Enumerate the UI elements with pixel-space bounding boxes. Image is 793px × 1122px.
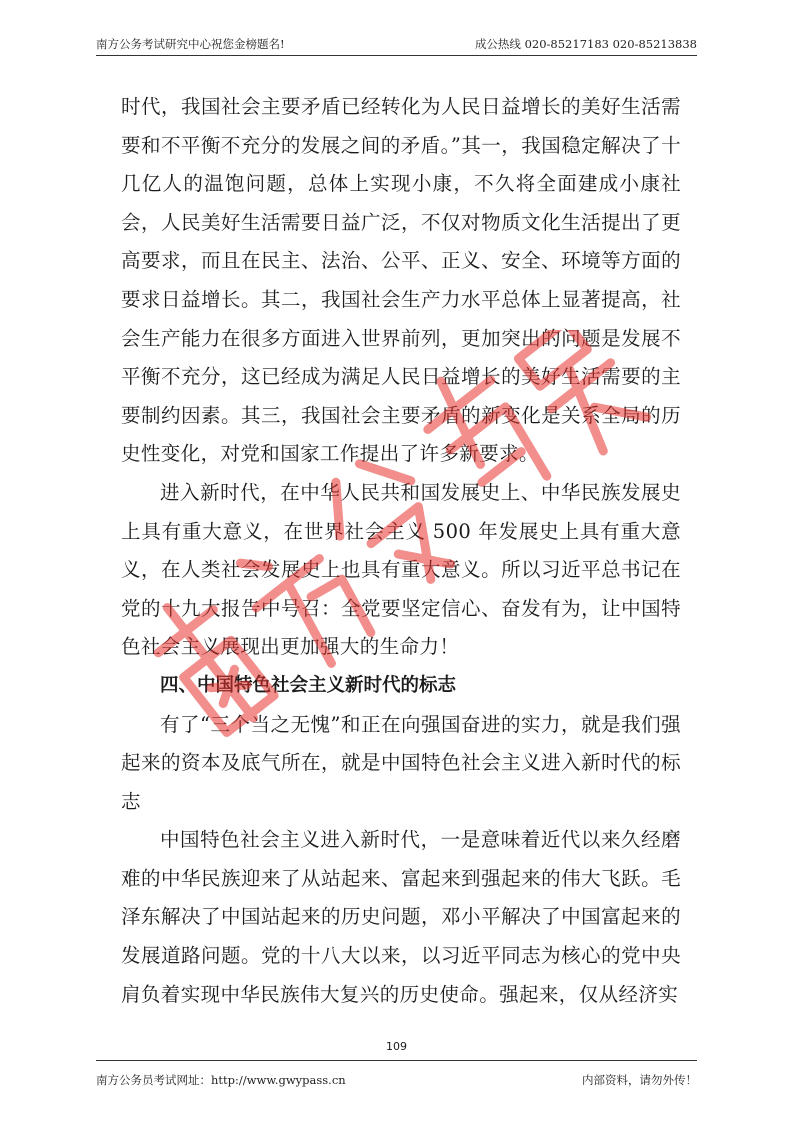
paragraph-2: 进入新时代，在中华人民共和国发展史上、中华民族发展史上具有重大意义，在世界社会主义 500 年发展史上具有重大意义，在人类社会发展史上也具有重大意义。所以习近平总书记在党的十九大报告中号召：全党要坚定信心、奋发有为，让中国特色社会主义展现出更加强大的生命力！: [121, 480, 681, 659]
page-number: 109: [386, 1040, 407, 1053]
document-body: [121, 88, 681, 1014]
page-header: [96, 36, 697, 56]
header-hotline: 成公热线 020-85217183 020-85213838: [474, 37, 697, 51]
header-divider: [96, 55, 697, 56]
header-slogan: 南方公务考试研究中心祝您金榜题名!: [96, 37, 285, 51]
paragraph-4: 中国特色社会主义进入新时代，一是意味着近代以来久经磨难的中华民族迎来了从站起来、富起来到强起来的伟大飞跃。毛泽东解决了中国站起来的历史问题，邓小平解决了中国富起来的发展道路问题。党的十八大以来，以习近平同志为核心的党中央肩负着实现中华民族伟大复兴的历史使命。强起来，仅从经济实: [121, 828, 681, 1006]
section-heading: 四、中国特色社会主义新时代的标志: [160, 674, 457, 696]
paragraph-3: 有了“三个当之无愧”和正在向强国奋进的实力，就是我们强起来的资本及底气所在，就是中国特色社会主义进入新时代的标志: [121, 712, 681, 813]
footer-divider: [96, 1060, 697, 1061]
paragraph-1: 时代，我国社会主要矛盾已经转化为人民日益增长的美好生活需要和不平衡不充分的发展之间的矛盾。”其一，我国稳定解决了十几亿人的温饱问题，总体上实现小康，不久将全面建成小康社会，人民美好生活需要日益广泛，不仅对物质文化生活提出了更高要求，而且在民主、法治、公平、正义、安全、环境等方面的要求日益增长。其二，我国社会生产力水平总体上显著提高，社会生产能力在很多方面进入世界前列，更加突出的问题是发展不平衡不充分，这已经成为满足人民日益增长的美好生活需要的主要制约因素。其三，我国社会主要矛盾的新变化是关系全局的历史性变化，对党和国家工作提出了许多新要求。: [121, 95, 681, 466]
footer-notice: 内部资料，请勿外传！: [582, 1073, 697, 1087]
footer-website: 南方公务员考试网址：http://www.gwypass.cn: [96, 1073, 346, 1087]
